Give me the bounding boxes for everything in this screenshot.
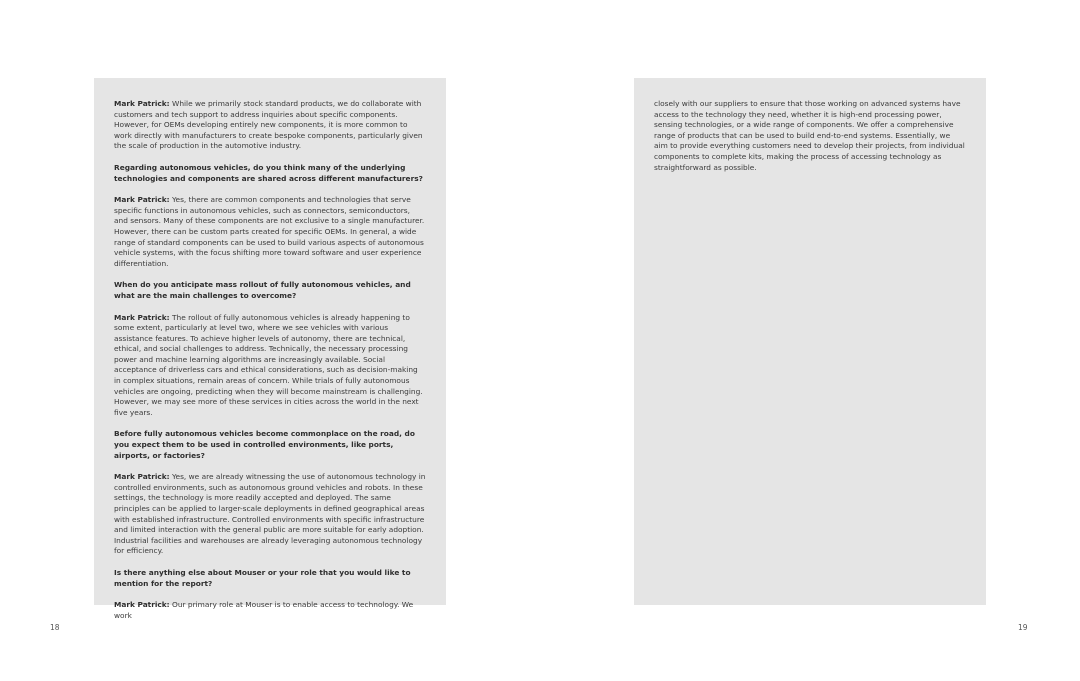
question-paragraph: Is there anything else about Mouser or your role that you would like to mention for the report? bbox=[114, 567, 411, 588]
speaker-name: Mark Patrick: bbox=[114, 195, 170, 205]
answer-text: Yes, there are common components and technologies that serve specific functions in autonomous vehicles, such as connectors, semiconductors, and sensors. Many of these components are not exclusive to a single manufacturer. However, there can be custom parts created for specific OEMs. In general, a wide range of standard components can be used to build various aspects of autonomous vehicle systems, with the focus shifting more toward software and user experience differentiation. bbox=[114, 195, 425, 268]
speaker-name: Mark Patrick: bbox=[114, 99, 170, 108]
right-page-panel bbox=[634, 78, 986, 605]
speaker-name: Mark Patrick: bbox=[114, 600, 170, 610]
speaker-name: Mark Patrick: bbox=[114, 472, 170, 482]
speaker-name: Mark Patrick: bbox=[114, 312, 170, 322]
page-number-right: 19 bbox=[1018, 623, 1028, 632]
answer-paragraph bbox=[114, 99, 426, 152]
answer-paragraph bbox=[114, 195, 426, 269]
answer-text: While we primarily stock standard products, we do collaborate with customers and tech support to address inquiries about specific components. However, for OEMs developing entirely new components, it is more common to work directly with manufacturers to create bespoke components, particularly given the scale of production in the automotive industry. bbox=[114, 99, 423, 151]
page-number-left: 18 bbox=[50, 623, 60, 632]
question-paragraph: Before fully autonomous vehicles become commonplace on the road, do you expect them to be used in controlled environments, like ports, airports, or factories? bbox=[114, 429, 415, 460]
answer-paragraph: closely with our suppliers to ensure that those working on advanced systems have access to the technology they need, whether it is high-end processing power, sensing technologies, or a wide range of components. We offer a comprehensive range of products that can be used to build end-to-end systems. Essentially, we aim to provide everything customers need to develop their projects, from individual components to complete kits, making the process of accessing technology as straightforward as possible. bbox=[654, 99, 965, 172]
left-page-panel bbox=[94, 78, 446, 620]
answer-text: The rollout of fully autonomous vehicles is already happening to some extent, particularly at level two, where we see vehicles with various assistance features. To achieve higher levels of autonomy, there are technical, ethical, and social challenges to address. Technically, the necessary processing power and machine learning algorithms are increasingly available. Social acceptance of driverless cars and ethical considerations, such as decision-making in complex situations, remain areas of concern. While trials of fully autonomous vehicles are ongoing, predicting when they will become mainstream is challenging. However, we may see more of these services in cities across the world in the next five years. bbox=[114, 312, 423, 417]
answer-paragraph bbox=[114, 600, 426, 621]
answer-text: Yes, we are already witnessing the use of autonomous technology in controlled environments, such as autonomous ground vehicles and robots. In these settings, the technology is more readily accepted and deployed. The same principles can be applied to larger-scale deployments in defined geographical areas with established infrastructure. Controlled environments with specific infrastructure and limited interaction with the general public are more suitable for early adoption. Industrial facilities and warehouses are already leveraging autonomous technology for efficiency. bbox=[114, 472, 426, 556]
answer-paragraph bbox=[114, 313, 426, 419]
answer-text: Our primary role at Mouser is to enable access to technology. We work bbox=[114, 600, 414, 620]
answer-paragraph bbox=[114, 472, 426, 557]
question-paragraph: When do you anticipate mass rollout of fully autonomous vehicles, and what are the main challenges to overcome? bbox=[114, 280, 411, 300]
question-paragraph: Regarding autonomous vehicles, do you think many of the underlying technologies and components are shared across different manufacturers? bbox=[114, 162, 423, 183]
